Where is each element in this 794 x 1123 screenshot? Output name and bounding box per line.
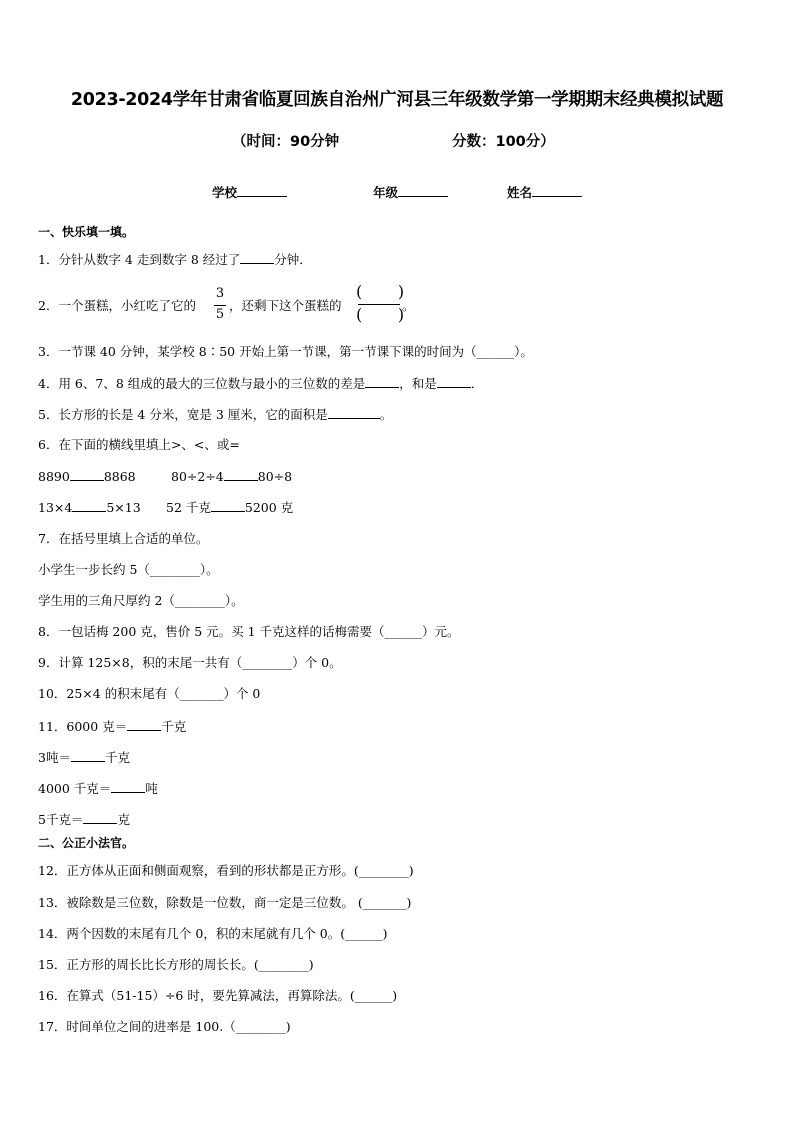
question-11-b-unit: 千克	[104, 750, 130, 765]
question-11-a: 11．6000 克＝	[38, 719, 128, 734]
question-14: 14．两个因数的末尾有几个 0，积的末尾就有几个 0。(______)	[38, 926, 388, 941]
question-11-b: 3吨＝	[38, 750, 71, 765]
compare-d-blank[interactable]	[211, 499, 245, 512]
question-1	[38, 251, 312, 268]
name-blank[interactable]	[532, 184, 582, 197]
question-11-blank-3[interactable]	[111, 780, 145, 793]
compare-c-left: 13×4	[38, 500, 73, 515]
fraction-bar	[214, 305, 226, 306]
fraction-numerator: 3	[215, 286, 225, 301]
question-12: 12．正方体从正面和侧面观察，看到的形状都是正方形。(________)	[38, 863, 414, 878]
question-4-blank-2[interactable]	[437, 375, 471, 388]
compare-a-blank[interactable]	[70, 468, 104, 481]
question-7: 7．在括号里填上合适的单位。	[38, 531, 209, 546]
answer-numerator-brackets[interactable]: ( )	[356, 282, 405, 301]
question-1-text: 1．分针从数字 4 走到数字 8 经过了	[38, 252, 241, 267]
question-6-row-2	[38, 499, 141, 516]
exam-score: 分数：100分）	[452, 134, 555, 150]
question-2-mid: ，还剩下这个蛋糕的	[229, 298, 342, 313]
question-7-line-2: 学生用的三角尺厚约 2（________）。	[38, 593, 244, 608]
question-6-row-1b	[171, 468, 292, 485]
question-7-line-1: 小学生一步长约 5（________）。	[38, 562, 219, 577]
compare-d-right: 5200 克	[244, 500, 294, 515]
section-1-title: 一、快乐填一填。	[38, 225, 135, 239]
school-field	[212, 183, 287, 201]
question-1-tail: 分钟．	[274, 252, 312, 267]
question-1-blank[interactable]	[240, 251, 274, 264]
question-5-tail: 。	[379, 407, 393, 422]
question-3: 3．一节课 40 分钟，某学校 8∶50 开始上第一节课，第一节课下课的时间为（______）。	[38, 344, 533, 359]
question-4-pre: 4．用 6、7、8 组成的最大的三位数与最小的三位数的差是	[38, 376, 366, 391]
question-11-d-unit: 克	[117, 812, 130, 827]
compare-a-left: 8890	[38, 469, 70, 484]
name-field	[507, 183, 582, 201]
question-5-blank[interactable]	[328, 406, 380, 419]
exam-title: 2023-2024学年甘肃省临夏回族自治州广河县三年级数学第一学期期末经典模拟试题	[70, 90, 724, 110]
question-11-blank-2[interactable]	[71, 749, 105, 762]
question-4-tail: ．	[470, 376, 484, 391]
compare-c-right: 5×13	[106, 500, 141, 515]
grade-field	[373, 183, 448, 201]
grade-label: 年级	[373, 185, 399, 200]
compare-a-right: 8868	[103, 469, 136, 484]
question-11-blank-1[interactable]	[127, 718, 161, 731]
question-11-c: 4000 千克＝	[38, 781, 112, 796]
compare-b-blank[interactable]	[224, 468, 258, 481]
question-2	[38, 298, 196, 314]
question-4	[38, 375, 483, 392]
school-label: 学校	[212, 185, 238, 200]
question-4-blank-1[interactable]	[365, 375, 399, 388]
fraction-denominator: 5	[215, 307, 225, 322]
question-10: 10．25×4 的积末尾有（_______）个 0	[38, 686, 261, 701]
name-label: 姓名	[507, 185, 533, 200]
question-13: 13．被除数是三位数，除数是一位数，商一定是三位数。 (_______)	[38, 895, 412, 910]
question-6-row-2b	[166, 499, 293, 516]
question-11	[38, 718, 186, 735]
question-5-pre: 5．长方形的长是 4 分米，宽是 3 厘米，它的面积是	[38, 407, 328, 422]
question-11-a-unit: 千克	[161, 719, 187, 734]
school-blank[interactable]	[237, 184, 287, 197]
answer-denominator-brackets[interactable]: ( )	[356, 305, 405, 324]
question-15: 15．正方形的周长比长方形的周长长。(________)	[38, 957, 314, 972]
question-11-line-2	[38, 749, 130, 766]
question-2-pre: 2．一个蛋糕，小红吃了它的	[38, 298, 196, 313]
compare-d-left: 52 千克	[166, 500, 211, 515]
question-6: 6．在下面的横线里填上>、<、或=	[38, 437, 240, 452]
question-11-line-4	[38, 811, 130, 828]
question-2-tail: 。	[402, 298, 415, 313]
question-11-d: 5千克＝	[38, 812, 84, 827]
question-11-c-unit: 吨	[145, 781, 158, 796]
compare-b-left: 80÷2÷4	[171, 469, 224, 484]
question-11-blank-4[interactable]	[83, 811, 117, 824]
question-6-row-1	[38, 468, 136, 485]
compare-b-right: 80÷8	[257, 469, 293, 484]
question-8: 8．一包话梅 200 克，售价 5 元。买 1 千克这样的话梅需要（______）元。	[38, 624, 460, 639]
section-2-title: 二、公正小法官。	[38, 836, 135, 850]
question-11-line-3	[38, 780, 158, 797]
question-16: 16．在算式（51-15）÷6 时，要先算减法，再算除法。(______)	[38, 988, 398, 1003]
exam-time: （时间：90分钟	[232, 134, 340, 150]
question-9: 9．计算 125×8，积的末尾一共有（________）个 0。	[38, 655, 342, 670]
question-5	[38, 406, 392, 423]
compare-c-blank[interactable]	[72, 499, 106, 512]
question-17: 17．时间单位之间的进率是 100.（________)	[38, 1019, 291, 1034]
grade-blank[interactable]	[398, 184, 448, 197]
question-4-mid: ，和是	[399, 376, 437, 391]
